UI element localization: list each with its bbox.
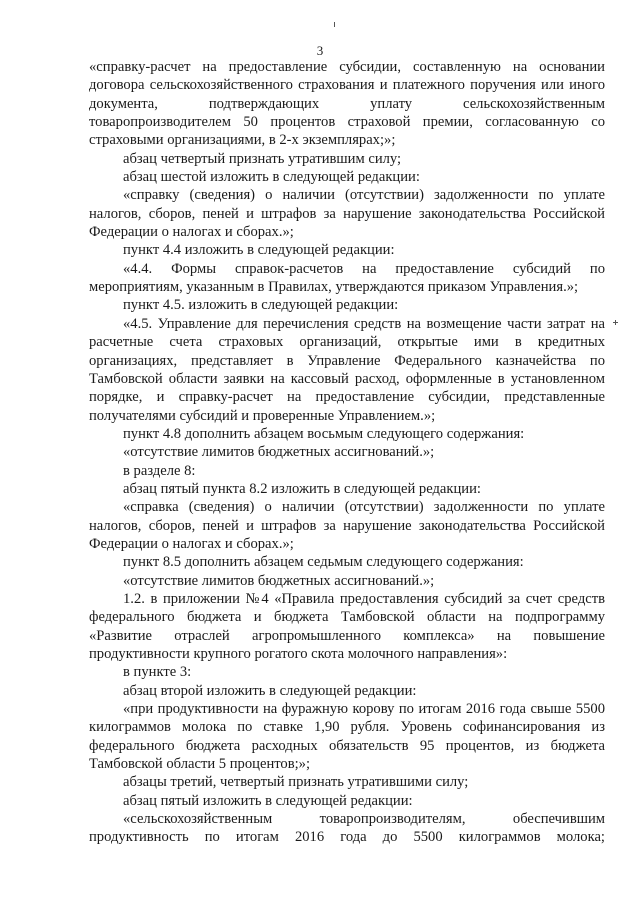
paragraph: «при продуктивности на фуражную корову по итогам 2016 года свыше 5500 килограммов молока по ставке 1,90 рубля. Уровень софинансирования из федерального бюджета расходных обязательств 95 процентов, из бюджета Тамбовской области 5 процентов;»; [89,701,605,773]
page-number: 3 [316,43,324,58]
paragraph: «сельскохозяйственным товаропроизводителям, обеспечившим продуктивность по итогам 2016 года до 5500 килограммов молока; [89,811,605,846]
paragraph: «справку (сведения) о наличии (отсутствии) задолженности по уплате налогов, сборов, пеней и штрафов за нарушение законодательства Российской Федерации о налогах и сборах.»; [89,187,605,241]
document-body [89,58,605,847]
paragraph: «4.4. Формы справок-расчетов на предоставление субсидий по мероприятиям, указанным в Правилах, утверждаются приказом Управления.»; [89,260,605,296]
paragraph: пункт 4.8 дополнить абзацем восьмым следующего содержания: [123,425,525,442]
paragraph: в разделе 8: [123,462,196,479]
scan-speck [334,22,335,27]
scan-speck [615,320,616,325]
paragraph: абзац четвертый признать утратившим силу; [123,150,402,167]
paragraph: «4.5. Управление для перечисления средств на возмещение части затрат на расчетные счета страховых организаций, открытые ими в кредитных организациях, представляет в Управление Федерального казначейства по Тамбовской области заявки на кассовый расход, оформленные в установленном порядке, и справку-расчет на предоставление субсидии, представленные получателями субсидий и проверенные Управлением.»; [89,315,605,424]
paragraph: абзац шестой изложить в следующей редакции: [123,169,420,186]
paragraph: пункт 4.4 изложить в следующей редакции: [123,242,395,259]
paragraph: «отсутствие лимитов бюджетных ассигнований.»; [123,444,435,461]
paragraph: абзац пятый изложить в следующей редакции: [123,792,413,809]
paragraph: в пункте 3: [123,664,192,681]
paragraph: абзац второй изложить в следующей редакции: [123,682,417,699]
paragraph: абзац пятый пункта 8.2 изложить в следующей редакции: [123,480,481,497]
paragraph: «справку-расчет на предоставление субсидии, составленную на основании договора сельскохозяйственного страхования и платежного поручения или иного документа, подтверждающих уплату сельскохозяйственным товаропроизводителем 50 процентов страховой премии, согласованную со страховыми организациями, в 2-х экземплярах;»; [89,59,605,149]
paragraph: абзацы третий, четвертый признать утратившими силу; [123,774,469,791]
paragraph: пункт 4.5. изложить в следующей редакции: [123,297,399,314]
paragraph: «справка (сведения) о наличии (отсутствии) задолженности по уплате налогов, сборов, пеней и штрафов за нарушение законодательства Российской Федерации о налогах и сборах.»; [89,499,605,552]
paragraph: пункт 8.5 дополнить абзацем седьмым следующего содержания: [123,554,524,571]
paragraph: 1.2. в приложении №4 «Правила предоставления субсидий за счет средств федерального бюджета и бюджета Тамбовской области на подпрограмму «Развитие отраслей агропромышленного комплекса» на повышение продуктивности крупного рогатого скота молочного направления»: [89,590,605,662]
paragraph: «отсутствие лимитов бюджетных ассигнований.»; [123,572,435,589]
